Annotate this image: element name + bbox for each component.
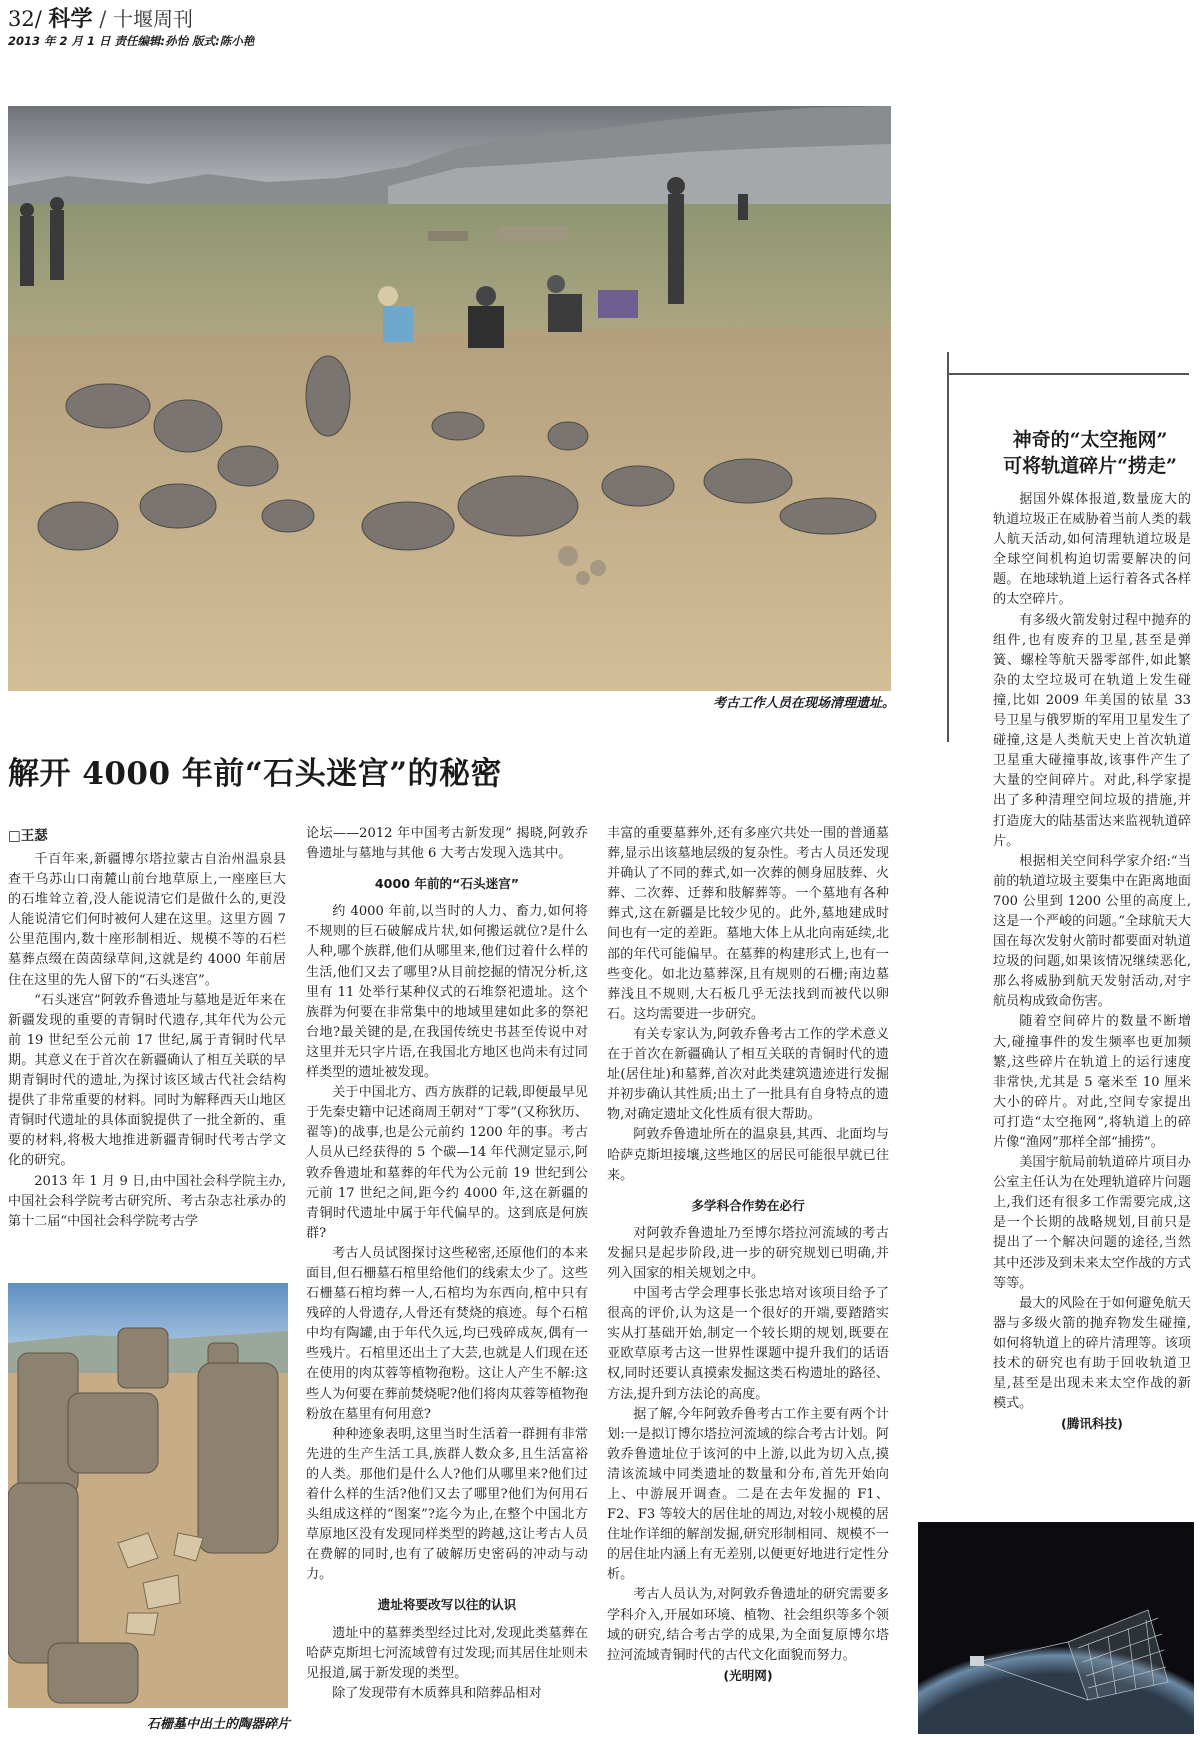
- paragraph: 考古人员试图探讨这些秘密,还原他们的本来面目,但石栅墓石棺里给他们的线索太少了。这些石栅墓石棺均葬一人,石棺均为东西向,棺中只有残碎的人骨遗存,人骨还有焚烧的痕迹。每个石棺中均有陶罐,由于年代久远,均已残碎成灰,偶有一些残片。石棺里还出土了大芸,也就是人们现在还在使用的肉苁蓉等植物孢粉。这让人产生不解:这些人为何要在葬前焚烧呢?他们将肉苁蓉等植物孢粉放在墓里有何用意?: [306, 1245, 588, 1422]
- article-column-3: [607, 824, 889, 1686]
- pottery-photo: [8, 1283, 288, 1708]
- sidebar-source: (腾讯科技): [1061, 1416, 1123, 1432]
- page-number: 32/: [8, 7, 42, 31]
- sidebar-rule: [949, 373, 1189, 375]
- paragraph: 据国外媒体报道,数量庞大的轨道垃圾正在威胁着当前人类的载人航天活动,如何清理轨道垃圾是全球空间机构迫切需要解决的问题。在地球轨道上运行着各式各样的太空碎片。: [993, 492, 1191, 608]
- paragraph: 除了发现带有木质葬具和陪葬品相对: [332, 1685, 542, 1701]
- paragraph: 遗址中的墓葬类型经过比对,发现此类墓葬在哈萨克斯坦七河流域曾有过发现;而其居住址则未见报道,属于新发现的类型。: [306, 1625, 588, 1681]
- subheading: 4000 年前的“石头迷宫”: [374, 876, 520, 892]
- header-separator: /: [99, 7, 107, 31]
- sidebar-headline: [990, 427, 1190, 479]
- article-column-1: [8, 850, 286, 1232]
- paragraph: 2013 年 1 月 9 日,由中国社会科学院主办,中国社会科学院考古研究所、考古杂志社承办的第十二届“中国社会科学院考古学: [8, 1173, 286, 1229]
- article-source: (光明网): [723, 1667, 773, 1683]
- paragraph: 千百年来,新疆博尔塔拉蒙古自治州温泉县查干乌苏山口南麓山前台地草原上,一座座巨大的石堆耸立着,没人能说清它们是做什么的,更没人能说清它们何时被何人建在这里。这里方圆 7 公里范围内,数十座形制相近、规模不等的石栏墓葬点缀在茵茵绿草间,这就是约 4000 年前居住在这里的先人留下的“石头迷宫”。: [8, 852, 286, 988]
- paragraph: 对阿敦乔鲁遗址乃至博尔塔拉河流域的考古发掘只是起步阶段,进一步的研究规划已明确,并列入国家的相关规划之中。: [607, 1225, 889, 1281]
- paragraph: 种种迹象表明,这里当时生活着一群拥有非常先进的生产生活工具,族群人数众多,且生活富裕的人类。那他们是什么人?他们从哪里来?他们过着什么样的生活?他们又去了哪里?他们为何用石头组成这样的“图案”?迄今为止,在整个中国北方草原地区没有发现同样类型的跨越,这让考古人员在费解的同时,也有了破解历史密码的冲动与动力。: [306, 1426, 588, 1583]
- sidebar-divider: [947, 352, 949, 742]
- paragraph: 中国考古学会理事长张忠培对该项目给予了很高的评价,认为这是一个很好的开端,要踏踏实实从打基础开始,制定一个较长期的规划,既要在亚欧草原考古这一世界性课题中提升我们的话语权,同时还要认真摸索发掘这类石构遗址的路径、方法,提升到方法论的高度。: [607, 1286, 889, 1402]
- paragraph: 根据相关空间科学家介绍:“当前的轨道垃圾主要集中在距离地面 700 公里到 1200 公里的高度上,这是一个严峻的问题。”全球航天大国在每次发射火箭时都要面对轨道垃圾的问题,如果该情况继续恶化,那么将威胁到航天发射活动,对宇航员构成致命伤害。: [993, 853, 1191, 1010]
- paragraph: 论坛——2012 年中国考古新发现” 揭晓,阿敦乔鲁遗址与墓地与其他 6 大考古发现入选其中。: [306, 826, 588, 862]
- byline: □王瑟: [8, 828, 48, 844]
- paragraph: 有关专家认为,阿敦乔鲁考古工作的学术意义在于首次在新疆确认了相互关联的青铜时代的遗址(居住址)和墓葬,首次对此类建筑遗迹进行发掘并初步确认其性质;出土了一批具有自身特点的遗物,对确定遗址文化性质有很大帮助。: [607, 1026, 889, 1123]
- sidebar-headline-line-2: 可将轨道碎片“捞走”: [1003, 455, 1177, 477]
- paragraph: 阿敦乔鲁遗址所在的温泉县,其西、北面均与哈萨克斯坦接壤,这些地区的居民可能很早就已往来。: [607, 1127, 889, 1183]
- pottery-photo-caption: 石栅墓中出土的陶器碎片: [146, 1717, 290, 1732]
- paragraph: 据了解,今年阿敦乔鲁考古工作主要有两个计划:一是拟订博尔塔拉河流域的综合考古计划。阿敦乔鲁遗址位于该河的中上游,以此为切入点,摸清该流域中同类遗址的数量和分布,首先开始向上、中游展开调查。二是在去年发掘的 F1、F2、F3 等较大的居住址的周边,对较小规模的居住址作详细的解剖发掘,研究形制相同、规模不一的居住址内涵上有无差别,以便更好地进行定性分析。: [607, 1406, 889, 1583]
- paragraph: “石头迷宫”阿敦乔鲁遗址与墓地是近年来在新疆发现的重要的青铜时代遗存,其年代为公元前 19 世纪至公元前 17 世纪,属于青铜时代早期。其意义在于首次在新疆确认了相互关联的早期青铜时代的遗址,为探讨该区域古代社会结构提供了非常重要的材料。同时为解释西天山地区青铜时代遗址的具体面貌提供了一批全新的、重要的材料,将极大地推进新疆青铜时代考古学文化的研究。: [8, 992, 286, 1169]
- paragraph: 美国宇航局前轨道碎片项目办公室主任认为在处理轨道碎片问题上,我们还有很多工作需要完成,这是一个长期的战略规划,目前只是提出了一个解决问题的途径,当然其中还涉及到未来太空作战的方式等等。: [993, 1155, 1191, 1291]
- paragraph: 最大的风险在于如何避免航天器与多级火箭的抛弃物发生碰撞,如何将轨道上的碎片清理等。该项技术的研究也有助于回收轨道卫星,甚至是出现未来太空作战的新模式。: [993, 1295, 1191, 1412]
- sidebar-article: [993, 490, 1191, 1434]
- paragraph: 丰富的重要墓葬外,还有多座穴共处一围的普通墓葬,显示出该墓地层级的复杂性。考古人员还发现并确认了不同的葬式,如一次葬的侧身屈肢葬、火葬、二次葬、迁葬和肢解葬等。一个墓地有各种葬式,这在新疆是比较少见的。此外,墓地建成时间也有一定的差距。墓地大体上从北向南延续,北部的年代可能偏早。在墓葬的构建形式上,也有一些变化。如北边墓葬深,且有规则的石栅;南边墓葬浅且不规则,大石板几乎无法找到而被代以卵石。这均需要进一步研究。: [607, 826, 889, 1022]
- excavation-photo: [8, 106, 891, 691]
- page-header: [8, 4, 193, 35]
- paragraph: 考古人员认为,对阿敦乔鲁遗址的研究需要多学科介入,开展如环境、植物、社会组织等多个领域的研究,结合考古学的成果,为全面复原博尔塔拉河流域青铜时代的古代文化面貌而努力。: [607, 1587, 889, 1663]
- paragraph: 有多级火箭发射过程中抛弃的组件,也有废弃的卫星,甚至是弹簧、螺栓等航天器零部件,如此繁杂的太空垃圾可在轨道上发生碰撞,比如 2009 年美国的铱星 33 号卫星与俄罗斯的军用卫星发生了碰撞,这是人类航天史上首次轨道卫星重大碰撞事故,该事件产生了大量的空间碎片。对此,科学家提出了多种清理空间垃圾的措施,并打造庞大的陆基雷达来监视轨道碎片。: [993, 612, 1191, 849]
- subheading: 多学科合作势在必行: [691, 1197, 805, 1213]
- article-column-2: [306, 824, 588, 1704]
- sidebar-headline-line-1: 神奇的“太空拖网”: [1012, 429, 1168, 451]
- issue-meta: 2013 年 2 月 1 日 责任编辑:孙怡 版式:陈小艳: [8, 34, 255, 48]
- section-title: 科学: [48, 7, 93, 32]
- paragraph: 约 4000 年前,以当时的人力、畜力,如何将不规则的巨石破解成片状,如何搬运就位?是什么人种,哪个族群,他们从哪里来,他们过着什么样的生活,他们又去了哪里?从目前挖掘的情况分析,这里有 11 处举行某种仪式的石堆祭祀遗址。这个族群为何要在非常集中的地域里建如此多的祭祀台地?最关键的是,在我国传统史书甚至传说中对这里并无只字片语,在我国北方地区也尚未有过同样类型的遗址被发现。: [306, 904, 588, 1081]
- publication-name: 十堰周刊: [112, 7, 193, 31]
- main-photo-caption: 考古工作人员在现场清理遗址。: [712, 696, 895, 711]
- paragraph: 关于中国北方、西方族群的记载,即便最早见于先秦史籍中记述商周王朝对“丁零”(又称狄历、翟等)的战事,也是公元前约 1200 年的事。考古人员从已经获得的 5 个碳—14 年代测定显示,阿敦乔鲁遗址和墓葬的年代为公元前 19 世纪到公元前 17 世纪之间,距今约 4000 年,这在新疆的青铜时代遗址中属于年代偏早的。这到底是何族群?: [306, 1085, 588, 1241]
- space-net-image: [918, 1522, 1194, 1734]
- subheading: 遗址将要改写以往的认识: [377, 1597, 517, 1613]
- article-headline: 解开 4000 年前“石头迷宫”的秘密: [8, 756, 503, 792]
- paragraph: 随着空间碎片的数量不断增大,碰撞事件的发生频率也更加频繁,这些碎片在轨道上的运行速度非常快,尤其是 5 毫米至 10 厘米大小的碎片。对此,空间专家提出可打造“太空拖网”,将轨道上的碎片像“渔网”那样全部“捕捞”。: [993, 1014, 1191, 1150]
